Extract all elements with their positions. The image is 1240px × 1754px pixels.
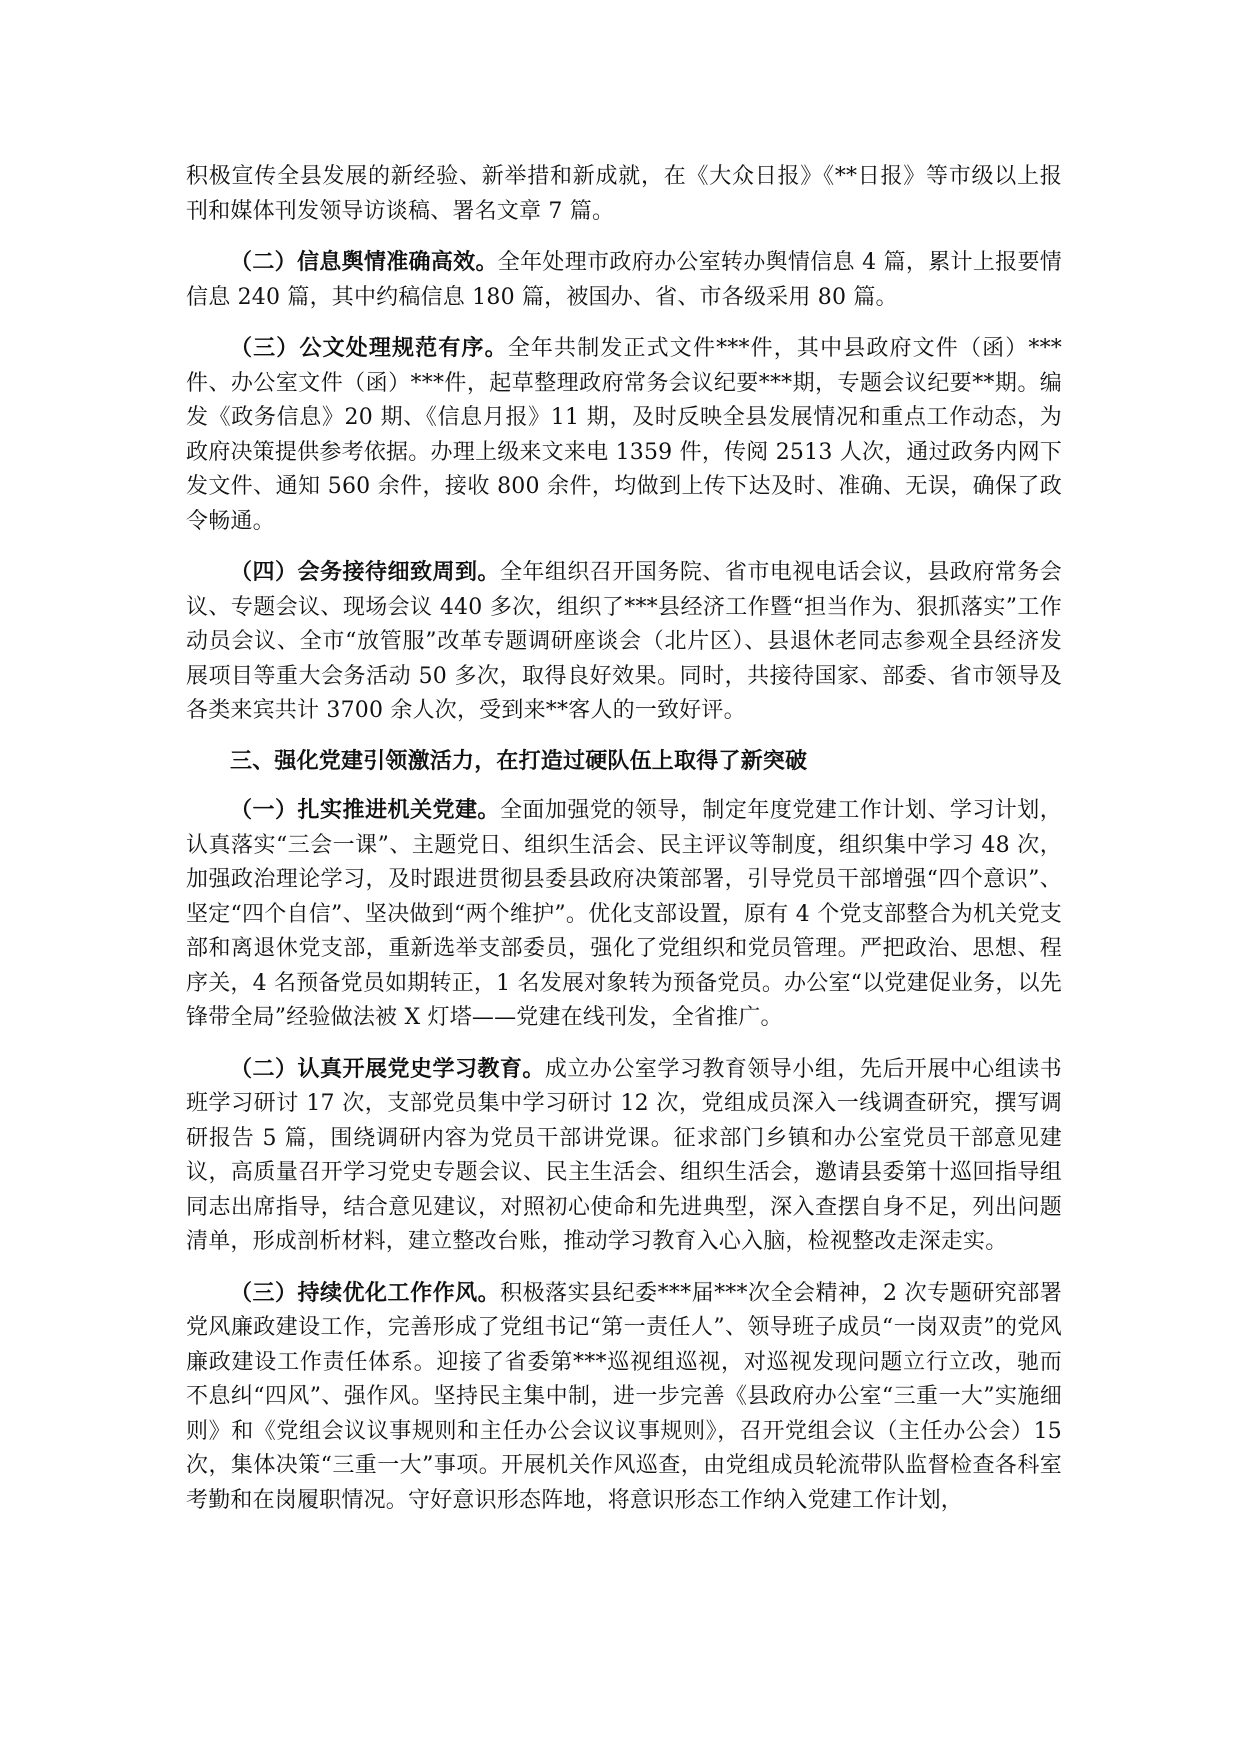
paragraph-text: 成立办公室学习教育领导小组，先后开展中心组读书班学习研讨 17 次，支部党员集中学习研讨 12 次，党组成员深入一线调查研究，撰写调研报告 5 篇，围绕调研内容为党员干部讲党课。征求部门乡镇和办公室党员干部意见建议，高质量召开学习党史专题会议、民主生活会、组织生活会，邀请县委第十巡回指导组同志出席指导，结合意见建议，对照初心使命和先进典型，深入查摆自身不足，列出问题清单，形成剖析材料，建立整改台账，推动学习教育入心入脑，检视整改走深走实。	[186, 1056, 1062, 1254]
paragraph-text: 全年共制发正式文件***件，其中县政府文件（函）***件、办公室文件（函）***件，起草整理政府常务会议纪要***期，专题会议纪要**期。编发《政务信息》20 期、《信息月报》11 期，及时反映全县发展情况和重点工作动态，为政府决策提供参考依据。办理上级来文来电 1359 件，传阅 2513 人次，通过政务内网下发文件、通知 560 余件，接收 800 余件，均做到上传下达及时、准确、无误，确保了政令畅通。	[186, 336, 1062, 534]
paragraph-party-building	[186, 793, 1062, 1036]
paragraph-text: 积极宣传全县发展的新经验、新举措和新成就，在《大众日报》《**日报》等市级以上报刊和媒体刊发领导访谈稿、署名文章 7 篇。	[186, 164, 1062, 224]
paragraph-text: 全年组织召开国务院、省市电视电话会议，县政府常务会议、专题会议、现场会议 440 多次，组织了***县经济工作暨“担当作为、狠抓落实”工作动员会议、全市“放管服”改革专题调研座谈会（北片区）、县退休老同志参观全县经济发展项目等重大会务活动 50 多次，取得良好效果。同时，共接待国家、部委、省市领导及各类来宾共计 3700 余人次，受到来**客人的一致好评。	[186, 560, 1062, 723]
paragraph-work-style	[186, 1276, 1062, 1519]
paragraph-lead: （二）信息舆情准确高效。	[230, 249, 498, 275]
paragraph-document-handling	[186, 331, 1062, 539]
paragraph-party-history	[186, 1052, 1062, 1260]
paragraph-meeting-reception	[186, 555, 1062, 729]
paragraph-text: 全面加强党的领导，制定年度党建工作计划、学习计划，认真落实“三会一课”、主题党日、组织生活会、民主评议等制度，组织集中学习 48 次，加强政治理论学习，及时跟进贯彻县委县政府决策部署，引导党员干部增强“四个意识”、坚定“四个自信”、坚决做到“两个维护”。优化支部设置，原有 4 个党支部整合为机关党支部和离退休党支部，重新选举支部委员，强化了党组织和党员管理。严把政治、思想、程序关，4 名预备党员如期转正，1 名发展对象转为预备党员。办公室“以党建促业务，以先锋带全局”经验做法被 X 灯塔——党建在线刊发，全省推广。	[186, 798, 1062, 1030]
paragraph-lead: （一）扎实推进机关党建。	[230, 797, 500, 823]
paragraph-text: 积极落实县纪委***届***次全会精神，2 次专题研究部署党风廉政建设工作，完善形成了党组书记“第一责任人”、领导班子成员“一岗双责”的党风廉政建设工作责任体系。迎接了省委第***巡视组巡视，对巡视发现问题立行立改，驰而不息纠“四风”、强作风。坚持民主集中制，进一步完善《县政府办公室“三重一大”实施细则》和《党组会议议事规则和主任办公会议议事规则》，召开党组会议（主任办公会）15 次，集体决策“三重一大”事项。开展机关作风巡查，由党组成员轮流带队监督检查各科室考勤和在岗履职情况。守好意识形态阵地，将意识形态工作纳入党建工作计划，	[186, 1280, 1062, 1513]
paragraph-lead: （三）公文处理规范有序。	[230, 335, 508, 361]
document-body	[186, 160, 1062, 1534]
section-heading-text: 三、强化党建引领激活力，在打造过硬队伍上取得了新突破	[230, 748, 808, 774]
paragraph-continuation	[186, 160, 1062, 229]
paragraph-lead: （二）认真开展党史学习教育。	[230, 1055, 545, 1082]
section-heading	[186, 745, 1062, 780]
paragraph-text: 全年处理市政府办公室转办舆情信息 4 篇，累计上报要情信息 240 篇，其中约稿信息 180 篇，被国办、省、市各级采用 80 篇。	[186, 250, 1062, 310]
paragraph-info-public-opinion	[186, 245, 1062, 315]
paragraph-lead: （三）持续优化工作作风。	[230, 1279, 501, 1306]
paragraph-lead: （四）会务接待细致周到。	[230, 559, 500, 585]
